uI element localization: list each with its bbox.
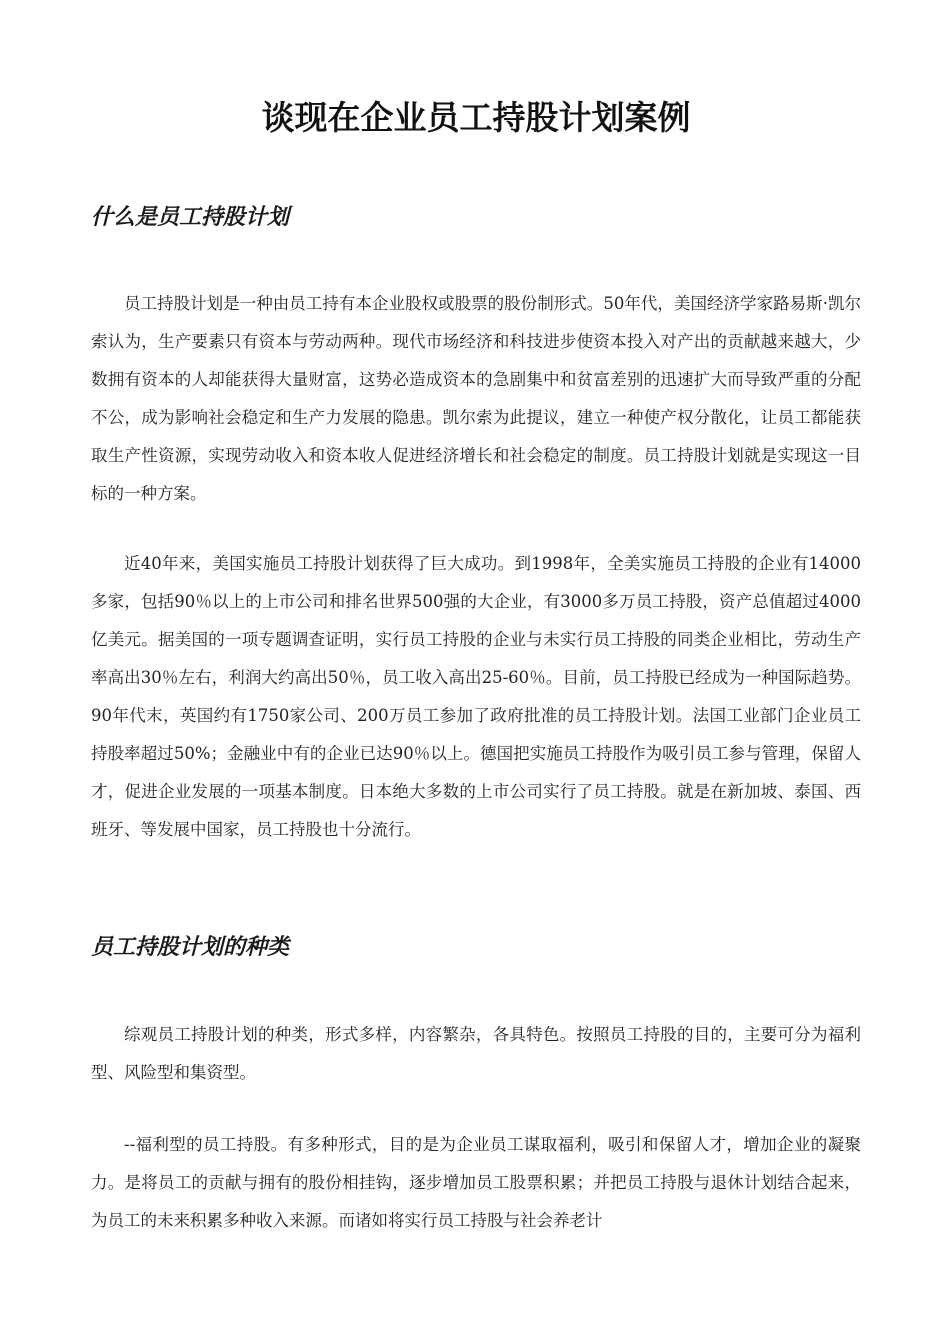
paragraph-esop-history: 近40年来，美国实施员工持股计划获得了巨大成功。到1998年，全美实施员工持股的企业有14000多家，包括90％以上的上市公司和排名世界500强的大企业，有3000多万员工持股，资产总值超过4000亿美元。据美国的一项专题调查证明，实行员工持股的企业与未实行员工持股的同类企业相比，劳动生产率高出30％左右，利润大约高出50％，员工收入高出25-60％。目前，员工持股已经成为一种国际趋势。90年代末，英国约有1750家公司、200万员工参加了政府批准的员工持股计划。法国工业部门企业员工持股率超过50%；金融业中有的企业已达90％以上。德国把实施员工持股作为吸引员工参与管理，保留人才，促进企业发展的一项基本制度。日本绝大多数的上市公司实行了员工持股。就是在新加坡、泰国、西班牙、等发展中国家，员工持股也十分流行。 (91, 554, 861, 839)
paragraph-esop-definition: 员工持股计划是一种由员工持有本企业股权或股票的股份制形式。50年代，美国经济学家路易斯·凯尔索认为，生产要素只有资本与劳动两种。现代市场经济和科技进步使资本投入对产出的贡献越来越大，少数拥有资本的人却能获得大量财富，这势必造成资本的急剧集中和贫富差别的迅速扩大而导致严重的分配不公，成为影响社会稳定和生产力发展的隐患。凯尔索为此提议，建立一种使产权分散化，让员工都能获取生产性资源，实现劳动收入和资本收人促进经济增长和社会稳定的制度。员工持股计划就是实现这一目标的一种方案。 (91, 294, 861, 503)
paragraph-esop-types-overview: 综观员工持股计划的种类，形式多样，内容繁杂，各具特色。按照员工持股的目的，主要可分为福利型、风险型和集资型。 (91, 1025, 861, 1082)
section-heading-what-is-esop: 什么是员工持股计划 (91, 205, 290, 230)
document-title: 谈现在企业员工持股计划案例 (261, 98, 691, 137)
paragraph-welfare-type: --福利型的员工持股。有多种形式，目的是为企业员工谋取福利，吸引和保留人才，增加企业的凝聚力。是将员工的贡献与拥有的股份相挂钩，逐步增加员工股票积累；并把员工持股与退休计划结合起来，为员工的未来积累多种收入来源。而诸如将实行员工持股与社会养老计 (91, 1135, 861, 1230)
section-heading-esop-types: 员工持股计划的种类 (91, 935, 290, 960)
